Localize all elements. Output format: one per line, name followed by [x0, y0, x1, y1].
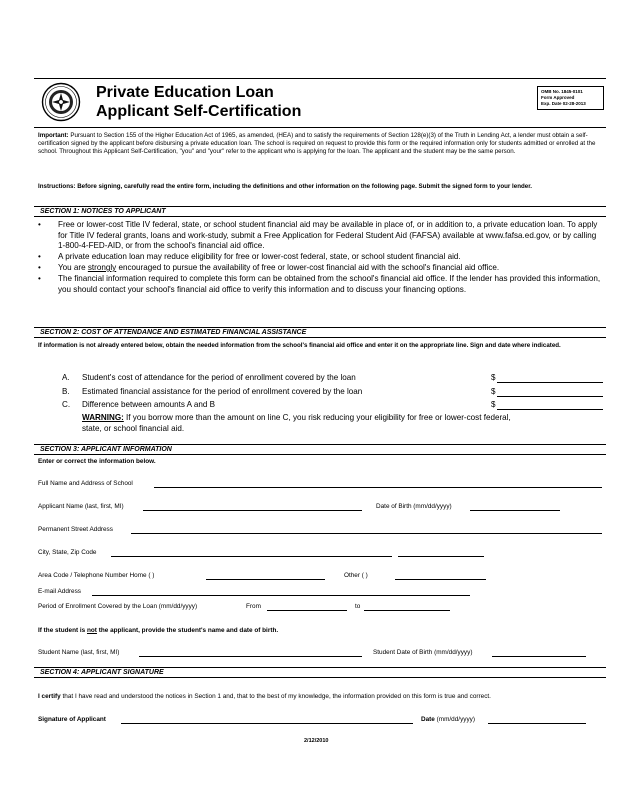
- zip-field[interactable]: [398, 556, 484, 557]
- from-label: From: [246, 603, 261, 610]
- notice-item: [38, 252, 604, 263]
- notice-text: The financial information required to complete this form can be obtained from the school's financial aid office. If the lender has provided this information, you should contact your school's financial aid office to verify this information and to discuss your financing options.: [58, 274, 601, 294]
- dob-field[interactable]: [470, 510, 560, 511]
- amount-c-field[interactable]: [497, 409, 603, 410]
- amount-b-label: $: [491, 387, 496, 396]
- important-text: Pursuant to Section 155 of the Higher Education Act of 1965, as amended, (HEA) and to satisfy the requirements of Section 128(e)(3) of the Truth in Lending Act, a lender must obtain a self-certification signed by the applicant before disbursing a private education loan. The school is required on request to provide this form or the required information only for students admitted or enrolled at the school. Throughout this Applicant Self-Certification, "you" and "your" refer to the applicant who is applying for the loan. The applicant and the student may be the same person.: [38, 132, 596, 156]
- title-line-2: Applicant Self-Certification: [96, 103, 302, 120]
- amount-c-label: $: [491, 400, 496, 409]
- student-name-field[interactable]: [139, 656, 362, 657]
- home-phone-field[interactable]: [206, 579, 325, 580]
- applicant-name-field[interactable]: [143, 510, 362, 511]
- dob-label: Date of Birth (mm/dd/yyyy): [376, 503, 452, 510]
- city-state-field[interactable]: [111, 556, 392, 557]
- signature-label: Signature of Applicant: [38, 716, 106, 723]
- student-note-pre: If the student is: [38, 627, 87, 634]
- signature-date-label: [421, 716, 475, 724]
- applicant-name-label: Applicant Name (last, first, MI): [38, 503, 124, 510]
- cost-line-a: [62, 373, 356, 383]
- notice-text-post: encouraged to pursue the availability of free or lower-cost financial aid with the school's financial aid office.: [116, 263, 500, 272]
- cost-line-c: [62, 400, 215, 410]
- certify-text: that I have read and understood the notices in Section 1 and, that to the best of my knowledge, the information provided on this form is true and correct.: [60, 693, 491, 700]
- form-title: [96, 83, 301, 121]
- warning-text: If you borrow more than the amount on line C, you risk reducing your eligibility for free or lower-cost federal, state, or school financial aid.: [82, 413, 511, 433]
- student-note: [38, 627, 278, 635]
- student-note-post: the applicant, provide the student's name and date of birth.: [96, 627, 279, 634]
- omb-number: OMB No. 1845-0101: [541, 89, 583, 94]
- signature-date-field[interactable]: [488, 723, 586, 724]
- section-4-header: SECTION 4: APPLICANT SIGNATURE: [34, 667, 606, 678]
- notice-item: [38, 274, 604, 295]
- amount-b-field[interactable]: [497, 396, 603, 397]
- header-rule: [34, 127, 606, 128]
- school-name-label: Full Name and Address of School: [38, 480, 133, 487]
- date-hint: (mm/dd/yyyy): [434, 716, 475, 723]
- amount-a-field[interactable]: [497, 382, 603, 383]
- email-label: E-mail Address: [38, 588, 81, 595]
- notice-emphasis: strongly: [87, 263, 117, 272]
- bullet-icon: •: [38, 274, 41, 283]
- certify-label: I certify: [38, 693, 61, 700]
- home-phone-label: Area Code / Telephone Number Home ( ): [38, 572, 155, 579]
- instructions-paragraph: Instructions: Before signing, carefully read the entire form, including the definitions and other information on the following page. Submit the signed form to your lender.: [38, 183, 532, 190]
- to-date-field[interactable]: [364, 610, 450, 611]
- warning-note: [82, 413, 512, 434]
- section-3-intro: Enter or correct the information below.: [38, 458, 156, 465]
- student-note-emphasis: not: [87, 627, 97, 634]
- street-label: Permanent Street Address: [38, 526, 113, 533]
- notice-item: [38, 220, 604, 252]
- enrollment-period-label: Period of Enrollment Covered by the Loan (mm/dd/yyyy): [38, 603, 198, 610]
- title-line-1: Private Education Loan: [96, 84, 274, 101]
- notice-text: Free or lower-cost Title IV federal, state, or school student financial aid may be available in place of, or in addition to, a private education loan. To apply for Title IV federal grants, loans and work-study, submit a Free Application for Federal Student Aid (FAFSA) available at www.fafsa.ed.gov, or by calling 1-800-4-FED-AID, or from the school's financial aid office.: [58, 220, 598, 250]
- other-phone-label: Other ( ): [344, 572, 368, 579]
- email-field[interactable]: [92, 595, 470, 596]
- student-name-label: Student Name (last, first, MI): [38, 649, 120, 656]
- certify-statement: [38, 693, 491, 701]
- line-text: Estimated financial assistance for the period of enrollment covered by the loan: [82, 387, 363, 396]
- school-name-field[interactable]: [154, 487, 602, 488]
- line-text: Difference between amounts A and B: [82, 400, 216, 409]
- date-label: Date: [421, 716, 435, 723]
- important-label: Important:: [38, 132, 69, 139]
- omb-box: [537, 86, 604, 110]
- street-field[interactable]: [131, 533, 602, 534]
- section-2-header: SECTION 2: COST OF ATTENDANCE AND ESTIMATED FINANCIAL ASSISTANCE: [34, 327, 606, 338]
- notice-text-pre: You are: [58, 263, 88, 272]
- department-seal-icon: [37, 82, 85, 122]
- cost-line-b: [62, 387, 362, 397]
- notice-item: [38, 263, 604, 274]
- notice-text: A private education loan may reduce eligibility for free or lower-cost federal, state, or school student financial aid.: [58, 252, 461, 261]
- signature-field[interactable]: [121, 723, 413, 724]
- city-label: City, State, Zip Code: [38, 549, 97, 556]
- important-paragraph: [38, 132, 603, 157]
- warning-label: WARNING:: [82, 413, 124, 422]
- line-text: Student's cost of attendance for the period of enrollment covered by the loan: [82, 373, 356, 382]
- student-dob-label: Student Date of Birth (mm/dd/yyyy): [373, 649, 473, 656]
- line-letter: C.: [62, 400, 71, 409]
- student-dob-field[interactable]: [492, 656, 586, 657]
- bullet-icon: •: [38, 252, 41, 261]
- omb-exp-date: Exp. Date 02-28-2013: [541, 101, 586, 106]
- to-label: to: [355, 603, 361, 610]
- omb-approved: Form Approved: [541, 95, 575, 100]
- line-letter: B.: [62, 387, 70, 396]
- bullet-icon: •: [38, 263, 41, 272]
- top-rule: [34, 78, 606, 79]
- bullet-icon: •: [38, 220, 41, 229]
- notices-list: [38, 220, 604, 296]
- amount-a-label: $: [491, 373, 496, 382]
- section-1-header: SECTION 1: NOTICES TO APPLICANT: [34, 206, 606, 217]
- line-letter: A.: [62, 373, 70, 382]
- other-phone-field[interactable]: [395, 579, 486, 580]
- section-3-header: SECTION 3: APPLICANT INFORMATION: [34, 444, 606, 455]
- form-revision-date: 2/12/2010: [304, 738, 329, 744]
- section-2-intro: If information is not already entered below, obtain the needed information from the school's financial aid office and enter it on the appropriate line. Sign and date where indicated.: [38, 342, 561, 349]
- from-date-field[interactable]: [267, 610, 347, 611]
